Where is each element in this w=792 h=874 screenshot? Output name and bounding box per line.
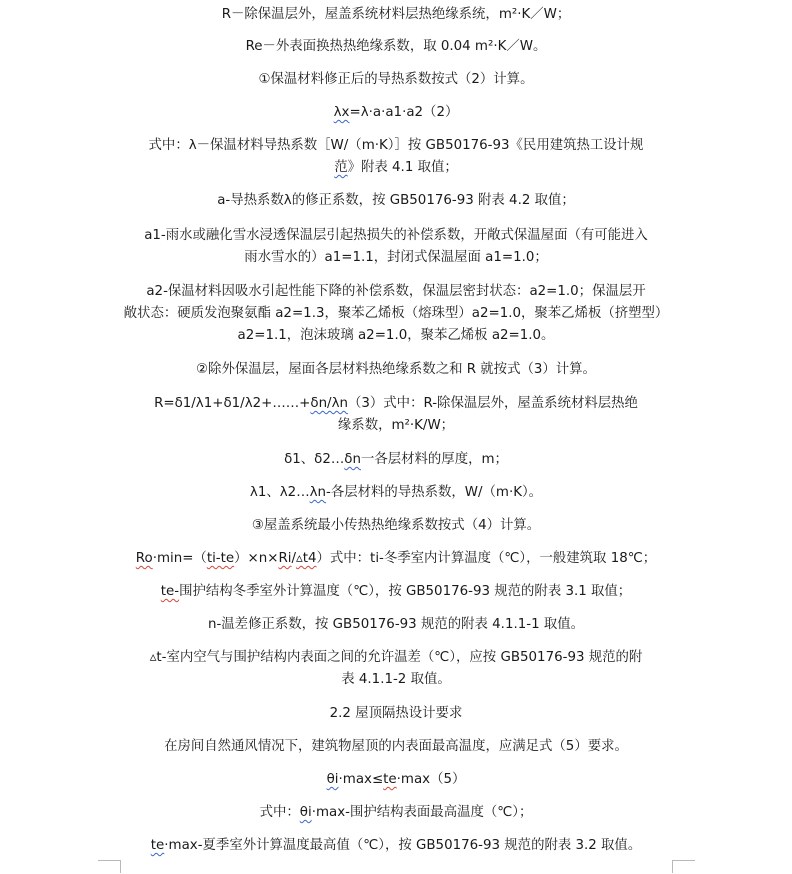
formula-text: ·max≤ [338, 772, 384, 787]
text-segment: 围护结构冬季室外计算温度（℃），按 GB50176-93 规范的附表 3.1 取值； [179, 584, 632, 599]
text-line [110, 769, 682, 791]
text-segment: λ1、λ2… [249, 485, 310, 500]
spellcheck-word: te [150, 838, 165, 853]
paragraph-a1-definition [110, 225, 682, 269]
text-line: 表 4.1.1-2 取值。 [341, 672, 451, 687]
text-segment: ·max-围护结构表面最高温度（℃）； [311, 805, 533, 820]
text-line: Re－外表面换热热绝缘系数，取 0.04 m²·K／W。 [245, 39, 547, 54]
text-line [110, 835, 682, 857]
formula-text: ）×n× [234, 551, 279, 566]
page-margin-corner-mark [672, 860, 695, 873]
paragraph-n-definition [110, 614, 682, 636]
paragraph-lambda-n-definition [110, 482, 682, 504]
spellcheck-word: ti-te [206, 551, 235, 566]
text-segment: -各层材料的导热系数，W/（m·K）。 [326, 485, 543, 500]
text-line: a2=1.1，泡沫玻璃 a2=1.0，聚苯乙烯板 a2=1.0。 [237, 328, 555, 343]
text-line: 式中：λ－保温材料导热系数［W/（m·K）］按 GB50176-93《民用建筑热工设计规 [148, 138, 644, 153]
paragraph-formula-5-intro [110, 736, 682, 758]
text-line: a2-保温材料因吸水引起性能下降的补偿系数，保温层密封状态：a2=1.0；保温层开 [146, 284, 646, 299]
spellcheck-word: Ri [278, 551, 292, 566]
text-line: a-导热系数λ的修正系数，按 GB50176-93 附表 4.2 取值； [217, 193, 575, 208]
section-heading-2-2 [110, 703, 682, 725]
text-line [110, 102, 682, 124]
spellcheck-word: te- [160, 584, 180, 599]
text-line: 在房间自然通风情况下，建筑物屋顶的内表面最高温度，应满足式（5）要求。 [164, 739, 628, 754]
text-line: 雨水雪水的）a1=1.1，封闭式保温屋面 a1=1.0； [244, 250, 548, 265]
spellcheck-word: θi [299, 805, 312, 820]
text-line: 缘系数，m²·K/W； [337, 418, 455, 433]
text-segment: δ1、δ2… [284, 452, 345, 467]
text-segment: ·max-夏季室外计算温度最高值（℃），按 GB50176-93 规范的附表 3.2 取值。 [164, 838, 642, 853]
spellcheck-word: δn [344, 452, 361, 467]
paragraph-delta-definition [110, 449, 682, 471]
spellcheck-word: te [383, 772, 397, 787]
page-margin-corner-mark [98, 860, 121, 873]
text-segment: 》附表 4.1 取值； [347, 160, 458, 175]
text-line [110, 393, 682, 415]
paragraph-a-definition [110, 190, 682, 212]
formula-text: （3）式中：R-除保温层外，屋盖系统材料层热绝 [347, 396, 638, 411]
text-line: ②除外保温层，屋面各层材料热绝缘系数之和 R 就按式（3）计算。 [196, 362, 596, 377]
text-line: 敞状态：硬质发泡聚氨酯 a2=1.3，聚苯乙烯板（熔珠型）a2=1.0，聚苯乙烯板（挤塑型） [123, 306, 669, 321]
text-line [110, 548, 682, 570]
text-line [110, 581, 682, 603]
text-line: n-温差修正系数，按 GB50176-93 规范的附表 4.1.1-1 取值。 [207, 617, 585, 632]
spellcheck-word: Ro [135, 551, 153, 566]
paragraph-formula-2-intro [110, 69, 682, 91]
paragraph-formula-3-intro [110, 359, 682, 381]
text-line: ③屋盖系统最小传热热绝缘系数按式（4）计算。 [251, 518, 541, 533]
formula-text: ·max（5） [396, 772, 466, 787]
text-line [110, 802, 682, 824]
paragraph-re-definition [110, 36, 682, 58]
formula-text: ）式中：ti-冬季室内计算温度（℃），一般建筑取 18℃； [316, 551, 657, 566]
text-line [110, 449, 682, 471]
paragraph-lambda-definition [110, 135, 682, 179]
spellcheck-word: λn [309, 485, 327, 500]
text-line: R－除保温层外，屋盖系统材料层热绝缘系统，m²·K／W； [221, 7, 571, 22]
formula-5 [110, 769, 682, 791]
text-line [110, 157, 682, 179]
formula-4 [110, 548, 682, 570]
paragraph-delta-t-definition [110, 647, 682, 691]
text-line: 2.2 屋顶隔热设计要求 [329, 706, 463, 721]
paragraph-te-max-definition [110, 835, 682, 857]
text-segment: 一各层材料的厚度，m； [360, 452, 508, 467]
formula-2 [110, 102, 682, 124]
text-line [110, 482, 682, 504]
spellcheck-word: 范 [334, 160, 348, 175]
formula-text: R=δ1/λ1+δ1/λ2+……+ [154, 396, 311, 411]
spellcheck-word: θi [326, 772, 339, 787]
spellcheck-word: δn/λn [310, 396, 348, 411]
paragraph-te-definition [110, 581, 682, 603]
paragraph-formula-4-intro [110, 515, 682, 537]
text-line: ▵t-室内空气与围护结构内表面之间的允许温差（℃），应按 GB50176-93 规范的附 [149, 650, 643, 665]
spellcheck-word: λx [333, 105, 350, 120]
formula-text: / [291, 551, 296, 566]
text-segment: 式中： [259, 805, 300, 820]
formula-3 [110, 393, 682, 437]
text-line: ①保温材料修正后的导热系数按式（2）计算。 [258, 72, 534, 87]
formula-text: ·min=（ [152, 551, 207, 566]
spellcheck-word: ▵t4 [296, 551, 317, 566]
paragraph-a2-definition [110, 281, 682, 347]
paragraph-r-definition [110, 4, 682, 26]
paragraph-theta-definition [110, 802, 682, 824]
formula-text: =λ·a·a1·a2（2） [349, 105, 459, 120]
text-line: a1-雨水或融化雪水浸透保温层引起热损失的补偿系数，开敞式保温屋面（有可能进入 [144, 228, 648, 243]
